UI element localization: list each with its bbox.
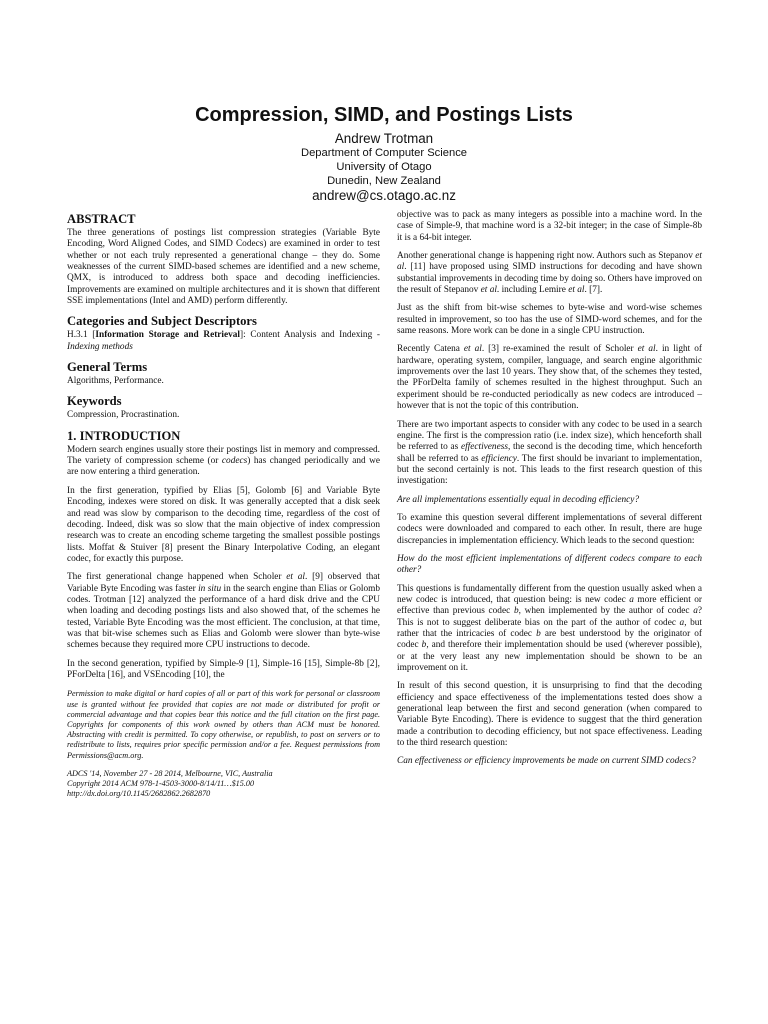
- right-paragraph-7: This questions is fundamentally different from the question usually asked when a new codec is introduced, that question being: is new codec a more efficient or effective than previous codec b, when implemented by the author of codec a? This is not to suggest deliberate bias on the part of the author of codec a, but rather that the intricacies of codec b are best understood by the originator of codec b, and therefore their implementation should be used (wherever possible), or at the very least any new implementation should be shown to be an improvement on it.: [397, 583, 702, 674]
- intro-paragraph-3: The first generational change happened when Scholer et al. [9] observed that Variable Byte Encoding was faster in situ in the search engine than Elias or Golomb codes. Trotman [12] analyzed the performance of a hard disk drive and the CPU when loading and decoding postings lists and also showed that, of the schemes he tested, Variable Byte Encoding was the most efficient. The conclusion, at that time, was that bit-wise schemes such as Elias and Golomb were slower than byte-wise schemes because they required more CPU instructions to decode.: [67, 572, 380, 651]
- research-question-3: Can effectiveness or efficiency improvements be made on current SIMD codecs?: [397, 756, 696, 767]
- general-terms-heading: General Terms: [67, 360, 148, 375]
- keywords-heading: Keywords: [67, 394, 122, 409]
- keywords-text: Compression, Procrastination.: [67, 410, 180, 421]
- author-university: University of Otago: [336, 161, 432, 173]
- paper-title: Compression, SIMD, and Postings Lists: [195, 104, 573, 126]
- right-paragraph-8: In result of this second question, it is unsurprising to find that the decoding efficiency and space effectiveness of the implementations tested does show a generational leap between the first and second generation (when compared to Variable Byte Encoding). There is evidence to suggest that the third generation made a contribution to decoding efficiency, but not space effectiveness. Leading to the third research question:: [397, 681, 702, 749]
- conference-line: ADCS '14, November 27 - 28 2014, Melbourne, VIC, Australia: [67, 768, 273, 778]
- right-paragraph-5: There are two important aspects to consider with any codec to be used in a search engine. The first is the compression ratio (i.e. index size), which henceforth shall be referred to as effectiveness, the second is the decoding time, which henceforth shall be referred to as efficiency. The first should be invariant to implementation, but the second certainly is not. This leads to the first research question of this investigation:: [397, 419, 703, 487]
- right-column: [397, 210, 702, 775]
- research-question-2: How do the most efficient implementations of different codecs compare to each other?: [397, 553, 702, 576]
- author-department: Department of Computer Science: [300, 147, 468, 159]
- abstract-text: The three generations of postings list compression strategies (Variable Byte Encoding, Word Aligned Codes, and SIMD Codecs) are examined in order to test whether or not each truly represented a generational change – they do. Some weaknesses of the current SIMD-based schemes are identified and a new scheme, QMX, is introduced to address both space and decoding inefficiencies. Improvements are examined on multiple architectures and it is shown that different SSE implementations (Intel and AMD) perform differently.: [67, 228, 380, 307]
- right-paragraph-2: Another generational change is happening right now. Authors such as Stepanov et al. [11] have proposed using SIMD instructions for decoding and have shown substantial improvements in decoding time by doing so. Others have improved on the result of Stepanov et al. including Lemire et al. [7].: [397, 251, 702, 296]
- right-paragraph-6: To examine this question several different implementations of several different codecs were downloaded and compared to each other. In result, there are huge discrepancies in implementation efficiency. Which leads to the second question:: [397, 512, 702, 546]
- permission-notice: Permission to make digital or hard copies of all or part of this work for personal or classroom use is granted without fee provided that copies are not made or distributed for profit or commercial advantage and that copies bear this notice and the full citation on the first page. Copyrights for components of this work owned by others than ACM must be honored. Abstracting with credit is permitted. To copy otherwise, or republish, to post on servers or to redistribute to lists, requires prior specific permission and/or a fee. Request permissions from Permissions@acm.org.: [67, 689, 380, 760]
- doi-link[interactable]: http://dx.doi.org/10.1145/2682862.2682870: [67, 788, 211, 798]
- intro-paragraph-1: Modern search engines usually store their postings list in memory and compressed. The variety of compression scheme (or codecs) has changed periodically and we are now entering a third generation.: [67, 444, 381, 478]
- copyright-line: Copyright 2014 ACM 978-1-4503-3000-8/14/11…$15.00: [67, 778, 255, 788]
- introduction-heading: 1. INTRODUCTION: [67, 428, 181, 443]
- author-email: andrew@cs.otago.ac.nz: [312, 188, 456, 203]
- author-city: Dunedin, New Zealand: [327, 175, 441, 187]
- right-paragraph-1: objective was to pack as many integers as possible into a machine word. In the case of Simple-9, that machine word is a 32-bit integer; in the case of Simple-8b it is a 64-bit integer.: [397, 210, 702, 243]
- author-name: Andrew Trotman: [334, 131, 434, 146]
- abstract-heading: ABSTRACT: [67, 212, 136, 226]
- right-paragraph-3: Just as the shift from bit-wise schemes to byte-wise and word-wise schemes resulted in improvement, so too has the use of SIMD-word schemes, and for the same reasons. More work can be done in a single CPU instruction.: [397, 303, 702, 337]
- categories-heading: Categories and Subject Descriptors: [67, 314, 257, 329]
- intro-paragraph-4: In the second generation, typified by Simple-9 [1], Simple-16 [15], Simple-8b [2], PForDelta [16], and VSEncoding [10], the: [67, 658, 380, 680]
- research-question-1: Are all implementations essentially equal in decoding efficiency?: [397, 494, 640, 505]
- left-column: [67, 210, 380, 799]
- paper-header: [0, 104, 768, 204]
- general-terms-text: Algorithms, Performance.: [67, 376, 164, 387]
- conference-info: [67, 769, 380, 799]
- right-paragraph-4: Recently Catena et al. [3] re-examined the result of Scholer et al. in light of hardware, operating system, compiler, language, and search engine algorithmic improvements over the last 10 years. They show that, of the schemes they tested, the PForDelta family of schemes resulted in the highest throughput. Such an experiment should be re-conducted periodically as new codecs are introduced – however that is not the topic of this contribution.: [397, 344, 702, 412]
- intro-paragraph-2: In the first generation, typified by Elias [5], Golomb [6] and Variable Byte Encoding, indexes were stored on disk. It was generally accepted that a disk seek and read was slow by comparison to the decoding time, regardless of the cost of decoding. Indeed, disk was so slow that the main objective of index compression research was to create an encoding scheme targeting the smallest possible postings lists. Moffat & Stuiver [8] present the Binary Interpolative Coding, an elegant codec, for exactly this purpose.: [67, 485, 380, 564]
- categories-text: H.3.1 [Information Storage and Retrieval]: Content Analysis and Indexing - Indexing methods: [67, 330, 380, 352]
